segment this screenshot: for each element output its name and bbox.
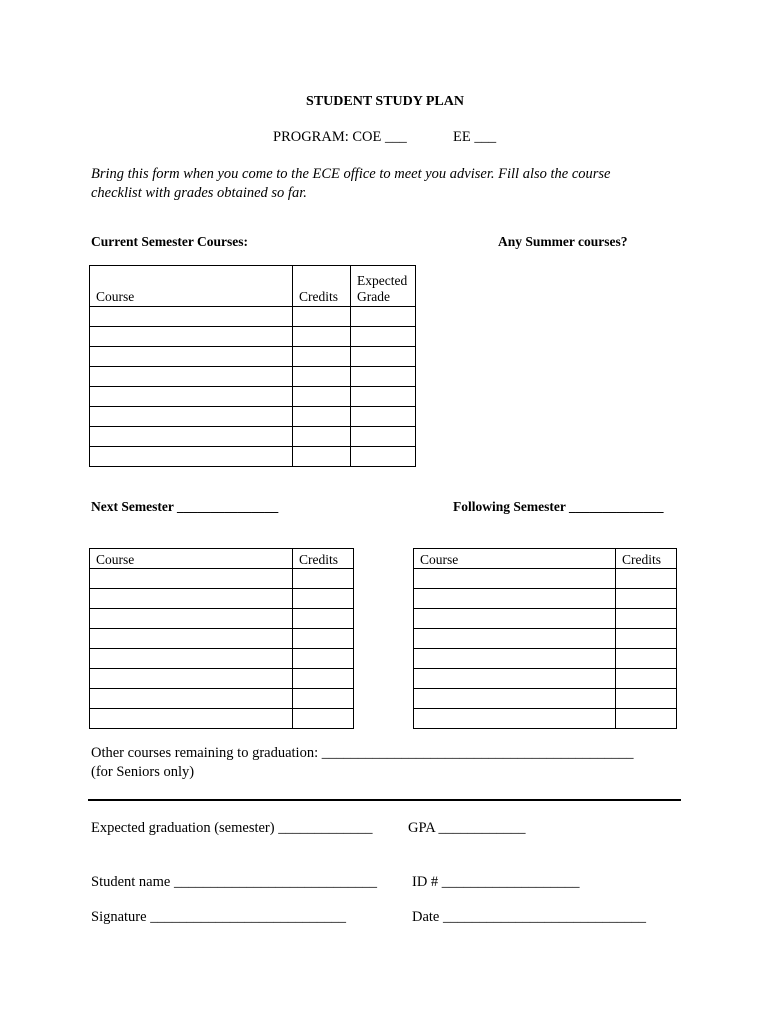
table-cell[interactable]	[616, 569, 677, 589]
student-name-field[interactable]: Student name ____________________________	[91, 874, 377, 890]
following-semester-label[interactable]: Following Semester ______________	[453, 499, 664, 514]
table-row	[414, 629, 677, 649]
table-cell[interactable]	[90, 447, 293, 467]
table-header-row	[90, 266, 416, 307]
table-cell[interactable]	[293, 689, 354, 709]
table-cell[interactable]	[293, 629, 354, 649]
table-cell[interactable]	[90, 629, 293, 649]
table-cell[interactable]	[293, 407, 351, 427]
table-row	[90, 427, 416, 447]
table-header-row	[90, 549, 354, 569]
table-cell[interactable]	[616, 709, 677, 729]
column-header-course	[90, 266, 293, 307]
table-cell[interactable]	[293, 569, 354, 589]
table-row	[414, 709, 677, 729]
date-field[interactable]: Date ____________________________	[412, 909, 646, 925]
table-cell[interactable]	[90, 427, 293, 447]
table-cell[interactable]	[90, 347, 293, 367]
column-header-credits	[293, 549, 354, 569]
table-cell[interactable]	[351, 387, 416, 407]
column-header-course	[90, 549, 293, 569]
table-cell[interactable]	[293, 327, 351, 347]
seniors-only-note: (for Seniors only)	[91, 764, 195, 780]
table-row	[414, 649, 677, 669]
table-cell[interactable]	[616, 629, 677, 649]
table-row	[90, 569, 354, 589]
table-row	[90, 709, 354, 729]
column-header-course-label: Course	[420, 552, 459, 567]
next-semester-label[interactable]: Next Semester _______________	[91, 499, 279, 514]
table-row	[414, 569, 677, 589]
table-row	[90, 387, 416, 407]
table-cell[interactable]	[414, 669, 616, 689]
current-semester-rows	[90, 307, 416, 467]
table-cell[interactable]	[90, 709, 293, 729]
table-row	[90, 589, 354, 609]
table-cell[interactable]	[90, 649, 293, 669]
column-header-expected-grade	[351, 266, 416, 307]
current-semester-table	[89, 265, 416, 467]
gpa-field[interactable]: GPA ____________	[408, 820, 526, 836]
table-cell[interactable]	[414, 649, 616, 669]
table-row	[90, 367, 416, 387]
table-cell[interactable]	[293, 347, 351, 367]
summer-courses-heading: Any Summer courses?	[498, 234, 628, 249]
table-row	[414, 689, 677, 709]
table-cell[interactable]	[616, 649, 677, 669]
table-cell[interactable]	[293, 609, 354, 629]
table-row	[90, 689, 354, 709]
column-header-credits-label: Credits	[299, 552, 338, 567]
table-row	[90, 609, 354, 629]
table-row	[90, 307, 416, 327]
table-cell[interactable]	[616, 689, 677, 709]
remaining-courses-field[interactable]: Other courses remaining to graduation: ___________________________________________	[91, 745, 634, 761]
program-coe-field[interactable]: PROGRAM: COE ___	[273, 129, 407, 145]
program-ee-field[interactable]: EE ___	[453, 129, 497, 145]
table-row	[90, 327, 416, 347]
table-row	[414, 609, 677, 629]
table-cell[interactable]	[351, 307, 416, 327]
table-cell[interactable]	[90, 327, 293, 347]
table-cell[interactable]	[351, 407, 416, 427]
table-cell[interactable]	[351, 367, 416, 387]
table-cell[interactable]	[90, 689, 293, 709]
table-cell[interactable]	[90, 569, 293, 589]
column-header-grade-label: Grade	[357, 289, 390, 304]
table-cell[interactable]	[90, 407, 293, 427]
signature-field[interactable]: Signature ___________________________	[91, 909, 346, 925]
table-cell[interactable]	[90, 609, 293, 629]
table-cell[interactable]	[616, 669, 677, 689]
table-cell[interactable]	[616, 609, 677, 629]
table-cell[interactable]	[293, 447, 351, 467]
table-cell[interactable]	[351, 347, 416, 367]
column-header-expected-label: Expected	[357, 273, 408, 288]
column-header-course-label: Course	[96, 552, 135, 567]
table-cell[interactable]	[414, 609, 616, 629]
student-id-field[interactable]: ID # ___________________	[412, 874, 580, 890]
table-cell[interactable]	[414, 589, 616, 609]
column-header-credits-label: Credits	[622, 552, 661, 567]
column-header-course-label: Course	[96, 289, 135, 304]
table-row	[414, 589, 677, 609]
table-cell[interactable]	[414, 689, 616, 709]
table-cell[interactable]	[293, 307, 351, 327]
table-row	[90, 447, 416, 467]
table-cell[interactable]	[90, 307, 293, 327]
column-header-credits-label: Credits	[299, 289, 338, 304]
table-row	[90, 649, 354, 669]
table-header-row	[414, 549, 677, 569]
form-title: STUDENT STUDY PLAN	[306, 94, 464, 109]
table-cell[interactable]	[293, 427, 351, 447]
table-cell[interactable]	[351, 427, 416, 447]
table-cell[interactable]	[90, 669, 293, 689]
table-cell[interactable]	[293, 589, 354, 609]
column-header-credits	[616, 549, 677, 569]
table-cell[interactable]	[414, 569, 616, 589]
following-semester-rows	[414, 569, 677, 729]
column-header-credits	[293, 266, 351, 307]
table-cell[interactable]	[351, 327, 416, 347]
table-cell[interactable]	[414, 629, 616, 649]
table-row	[90, 669, 354, 689]
section-divider	[88, 799, 681, 801]
table-row	[90, 629, 354, 649]
table-cell[interactable]	[293, 709, 354, 729]
table-cell[interactable]	[90, 589, 293, 609]
table-cell[interactable]	[414, 709, 616, 729]
table-row	[414, 669, 677, 689]
table-cell[interactable]	[90, 367, 293, 387]
table-row	[90, 407, 416, 427]
table-cell[interactable]	[293, 649, 354, 669]
table-cell[interactable]	[293, 387, 351, 407]
next-semester-rows	[90, 569, 354, 729]
table-cell[interactable]	[616, 589, 677, 609]
expected-graduation-field[interactable]: Expected graduation (semester) _____________	[91, 820, 373, 836]
next-semester-table	[89, 548, 354, 729]
current-semester-heading: Current Semester Courses:	[91, 234, 248, 249]
table-cell[interactable]	[293, 669, 354, 689]
instructions-text: Bring this form when you come to the ECE office to meet you adviser. Fill also the course checklist with grades obtained so far.	[91, 166, 611, 201]
table-cell[interactable]	[351, 447, 416, 467]
column-header-course	[414, 549, 616, 569]
following-semester-table	[413, 548, 677, 729]
table-cell[interactable]	[90, 387, 293, 407]
table-row	[90, 347, 416, 367]
table-cell[interactable]	[293, 367, 351, 387]
